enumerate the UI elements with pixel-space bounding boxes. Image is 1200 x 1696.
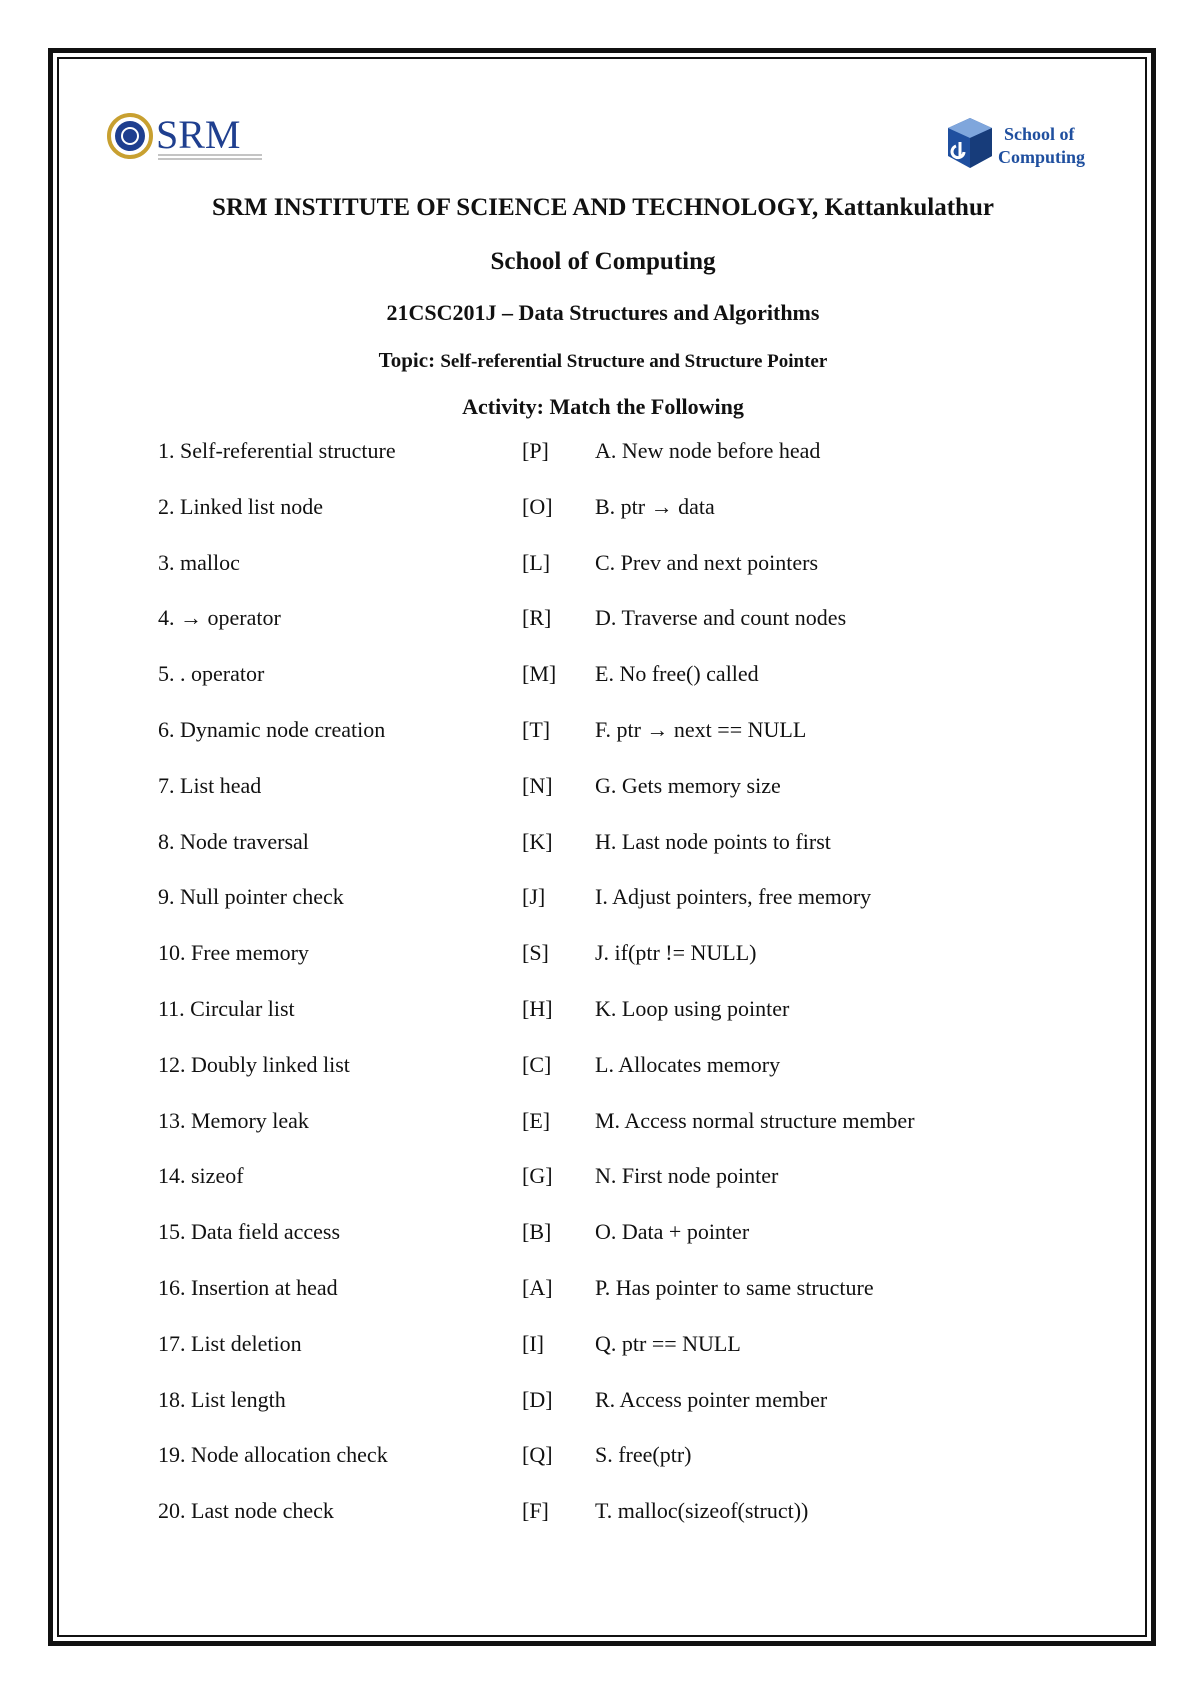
term: 16. Insertion at head <box>158 1274 338 1300</box>
srm-seal <box>115 121 145 151</box>
definition: M. Access normal structure member <box>595 1107 915 1133</box>
term: 14. sizeof <box>158 1163 244 1189</box>
match-row <box>158 1498 1118 1554</box>
srm-logo-text: SRM <box>156 112 241 157</box>
term: 3. malloc <box>158 549 240 575</box>
match-row <box>158 1163 1118 1219</box>
answer: [F] <box>522 1498 549 1524</box>
definition: R. Access pointer member <box>595 1386 828 1412</box>
match-row <box>158 829 1118 885</box>
course-title: 21CSC201J – Data Structures and Algorithms <box>386 300 820 325</box>
school-title: School of Computing <box>490 248 716 275</box>
term: 9. Null pointer check <box>158 884 344 910</box>
match-row <box>158 1275 1118 1331</box>
match-row <box>158 605 1118 661</box>
answer: [C] <box>522 1051 552 1077</box>
definition: K. Loop using pointer <box>595 995 790 1021</box>
answer: [O] <box>522 493 553 519</box>
answer: [P] <box>522 438 549 463</box>
term: 1. Self-referential structure <box>158 438 396 463</box>
match-row <box>158 1219 1118 1275</box>
definition: S. free(ptr) <box>595 1442 692 1468</box>
match-row <box>158 717 1118 773</box>
term: 13. Memory leak <box>158 1107 309 1133</box>
institute-title: SRM INSTITUTE OF SCIENCE AND TECHNOLOGY, Kattankulathur <box>212 194 994 221</box>
answer: [A] <box>522 1274 553 1300</box>
term: 12. Doubly linked list <box>158 1051 350 1077</box>
match-row <box>158 884 1118 940</box>
term: 5. . operator <box>158 661 265 687</box>
definition: L. Allocates memory <box>595 1051 781 1077</box>
match-row <box>158 438 1118 494</box>
match-row <box>158 773 1118 829</box>
match-row <box>158 996 1118 1052</box>
answer: [N] <box>522 772 553 798</box>
definition: F. ptr → next == NULL <box>595 716 807 742</box>
match-row <box>158 661 1118 717</box>
answer: [B] <box>522 1219 552 1245</box>
match-row <box>158 550 1118 606</box>
answer: [I] <box>522 1330 544 1356</box>
term: 20. Last node check <box>158 1498 334 1524</box>
answer: [S] <box>522 940 549 966</box>
term: 17. List deletion <box>158 1330 302 1356</box>
definition: J. if(ptr != NULL) <box>595 940 757 966</box>
term: 4. → operator <box>158 605 281 631</box>
answer: [T] <box>522 716 551 742</box>
answer: [R] <box>522 605 552 631</box>
definition: N. First node pointer <box>595 1163 779 1189</box>
definition: C. Prev and next pointers <box>595 549 819 575</box>
answer: [Q] <box>522 1442 553 1468</box>
match-row <box>158 1442 1118 1498</box>
definition: E. No free() called <box>595 661 759 687</box>
answer: [L] <box>522 549 551 575</box>
definition: B. ptr → data <box>595 493 715 519</box>
answer: [M] <box>522 661 557 687</box>
srm-logo <box>106 108 266 166</box>
topic-label: Topic: <box>378 348 436 372</box>
definition: T. malloc(sizeof(struct)) <box>595 1498 809 1524</box>
match-table <box>158 438 1118 1554</box>
match-row <box>158 1108 1118 1164</box>
term: 15. Data field access <box>158 1219 341 1245</box>
definition: I. Adjust pointers, free memory <box>595 884 872 910</box>
answer: [G] <box>522 1163 553 1189</box>
answer: [H] <box>522 995 553 1021</box>
term: 7. List head <box>158 772 262 798</box>
term: 10. Free memory <box>158 940 309 966</box>
definition: H. Last node points to first <box>595 828 831 854</box>
answer: [E] <box>522 1107 551 1133</box>
match-row <box>158 1387 1118 1443</box>
definition: D. Traverse and count nodes <box>595 605 847 631</box>
match-row <box>158 940 1118 996</box>
definition: A. New node before head <box>595 438 821 463</box>
term: 2. Linked list node <box>158 493 323 519</box>
match-row <box>158 494 1118 550</box>
term: 19. Node allocation check <box>158 1442 388 1468</box>
term: 6. Dynamic node creation <box>158 716 386 742</box>
topic-text: Self-referential Structure and Structure Pointer <box>440 351 828 372</box>
answer: [J] <box>522 884 546 910</box>
soc-logo-line1: School of <box>1004 124 1075 144</box>
term: 18. List length <box>158 1386 286 1412</box>
match-row <box>158 1052 1118 1108</box>
term: 11. Circular list <box>158 995 295 1021</box>
answer: [D] <box>522 1386 553 1412</box>
definition: G. Gets memory size <box>595 772 781 798</box>
definition: P. Has pointer to same structure <box>595 1274 874 1300</box>
answer: [K] <box>522 828 553 854</box>
definition: Q. ptr == NULL <box>595 1330 741 1356</box>
activity-title: Activity: Match the Following <box>462 394 744 419</box>
topic-heading <box>60 348 1146 373</box>
term: 8. Node traversal <box>158 828 309 854</box>
school-of-computing-logo <box>942 112 1102 178</box>
definition: O. Data + pointer <box>595 1219 750 1245</box>
soc-logo-line2: Computing <box>998 147 1086 167</box>
match-row <box>158 1331 1118 1387</box>
